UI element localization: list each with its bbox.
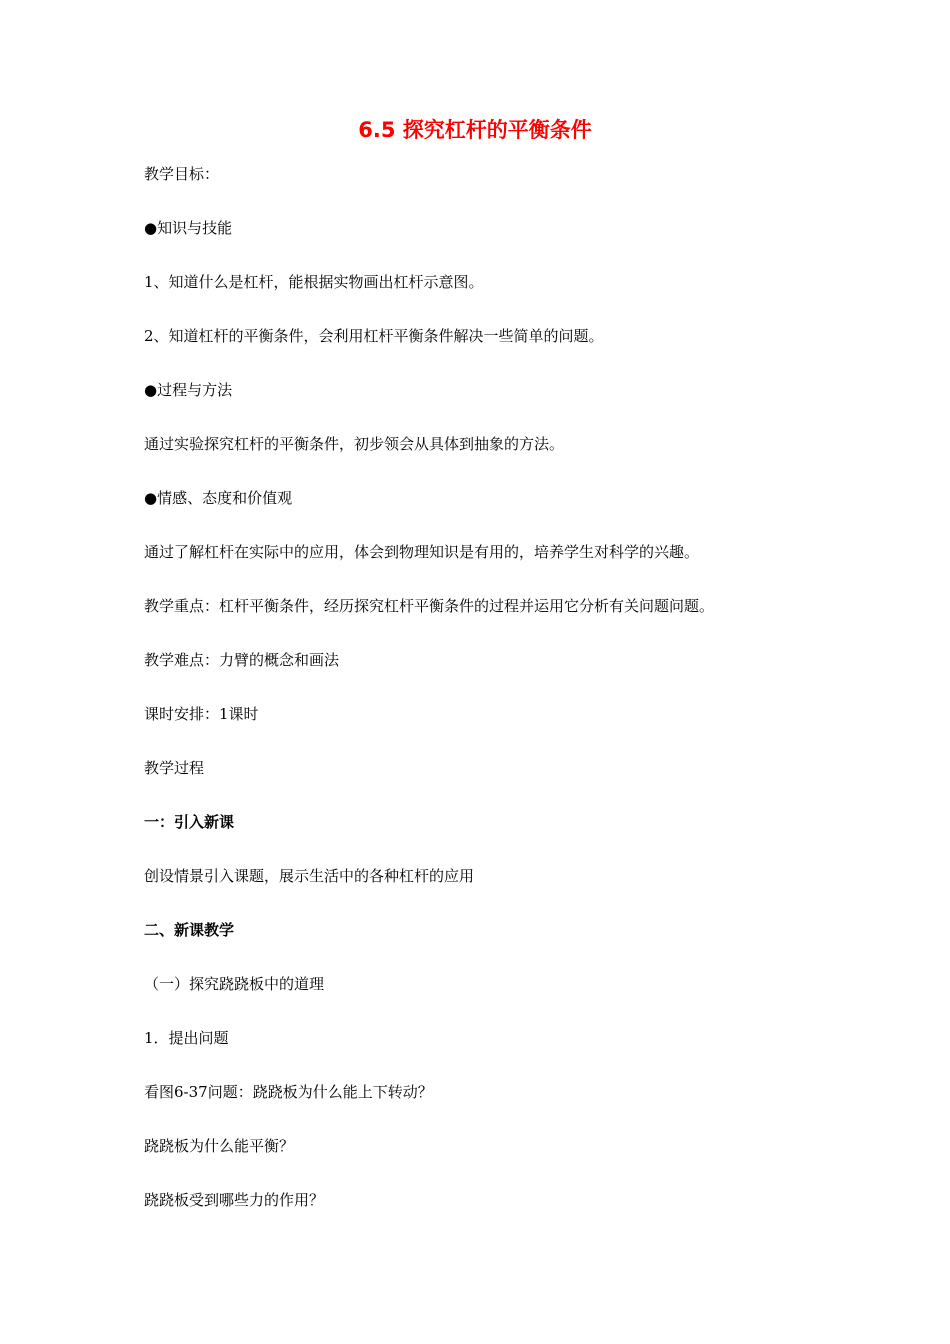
section-label-objectives: 教学目标：	[144, 165, 220, 183]
step-raise-question: 1．提出问题	[144, 1029, 229, 1047]
teaching-focus: 教学重点：杠杆平衡条件，经历探究杠杆平衡条件的过程并运用它分析有关问题问题。	[144, 597, 715, 615]
heading-new-lesson-teaching: 二、新课教学	[144, 921, 235, 939]
intro-text: 创设情景引入课题，展示生活中的各种杠杆的应用	[144, 867, 475, 885]
subheading-process-method: ●过程与方法	[144, 381, 233, 399]
process-method-text: 通过实验探究杠杆的平衡条件，初步领会从具体到抽象的方法。	[144, 435, 565, 453]
document-title: 6.5 探究杠杆的平衡条件	[358, 118, 592, 142]
subheading-knowledge-skills: ●知识与技能	[144, 219, 233, 237]
question-1: 看图6-37问题：跷跷板为什么能上下转动？	[144, 1083, 433, 1101]
heading-intro-new-lesson: 一：引入新课	[144, 813, 235, 831]
attitude-values-text: 通过了解杠杆在实际中的应用，体会到物理知识是有用的，培养学生对科学的兴趣。	[144, 543, 700, 561]
teaching-difficulty: 教学难点：力臂的概念和画法	[144, 651, 340, 669]
objective-item-1: 1、知道什么是杠杆，能根据实物画出杠杆示意图。	[144, 273, 484, 291]
objective-item-2: 2、知道杠杆的平衡条件，会利用杠杆平衡条件解决一些简单的问题。	[144, 327, 604, 345]
subsection-seesaw: （一）探究跷跷板中的道理	[144, 975, 325, 993]
subheading-attitude-values: ●情感、态度和价值观	[144, 489, 293, 507]
question-3: 跷跷板受到哪些力的作用？	[144, 1191, 325, 1209]
question-2: 跷跷板为什么能平衡？	[144, 1137, 295, 1155]
section-label-process: 教学过程	[144, 759, 205, 777]
class-schedule: 课时安排：1课时	[144, 705, 259, 723]
